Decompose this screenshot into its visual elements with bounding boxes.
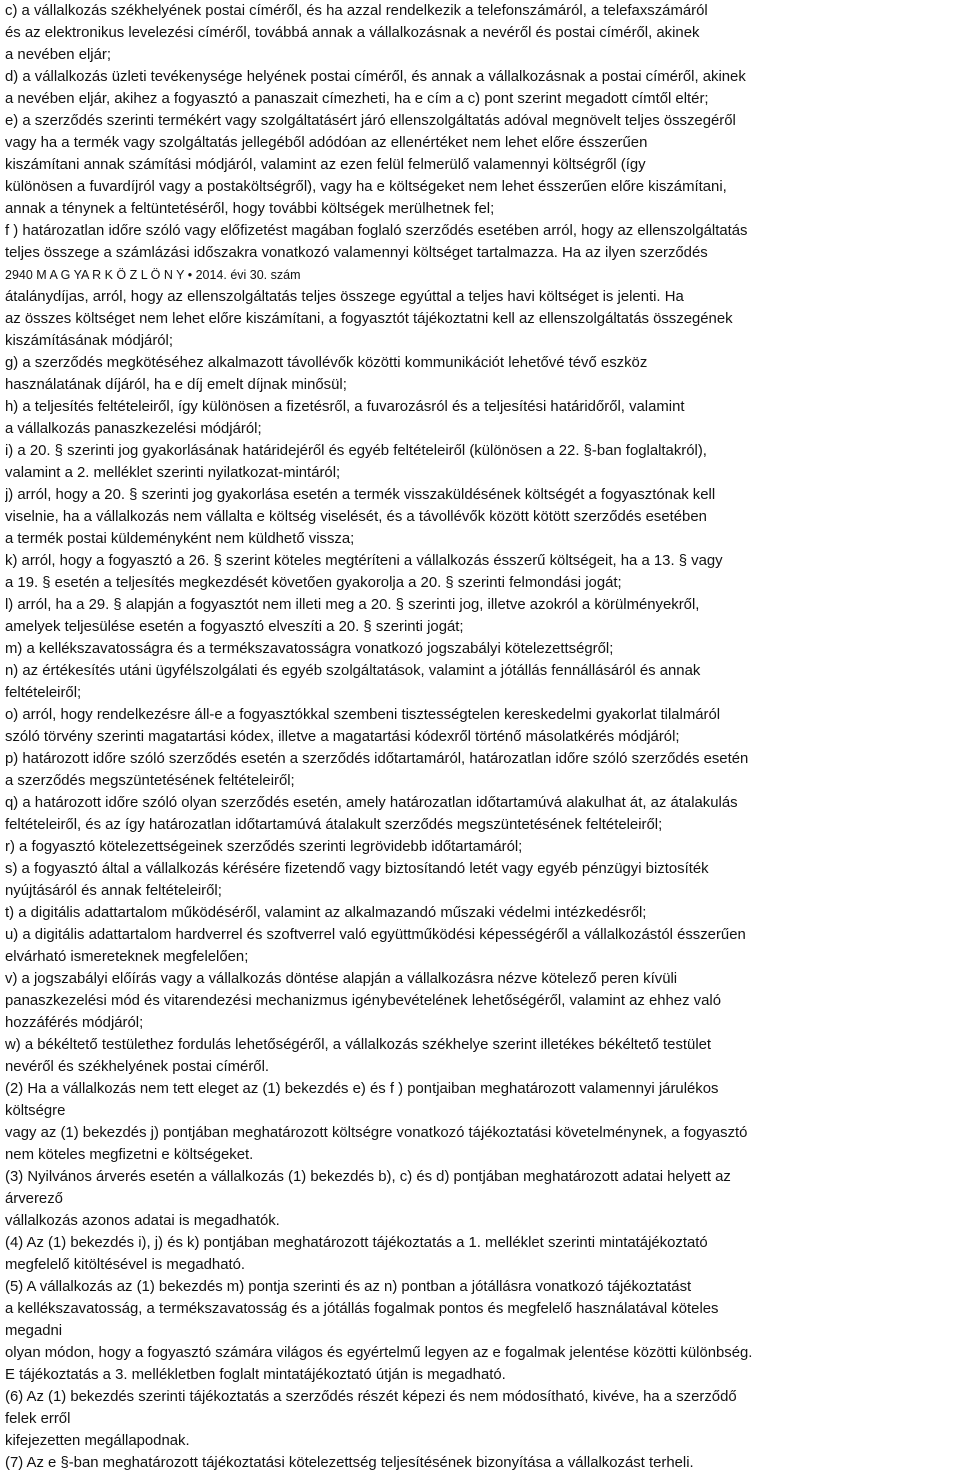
text-line: kiszámítani annak számítási módjáról, valamint az ezen felül felmerülő valamennyi költségről (így (5, 157, 646, 173)
text-line: v) a jogszabályi előírás vagy a vállalkozás döntése alapján a vállalkozásra nézve kötelező peren kívüli (5, 971, 678, 987)
text-line: megadni (5, 1323, 63, 1339)
text-line: u) a digitális adattartalom hardverrel és szoftverrel való együttműködési képességéről a vállalkozástól ésszerűen (5, 927, 746, 943)
text-line: q) a határozott időre szóló olyan szerződés esetén, amely határozatlan időtartamúvá alakulhat át, az átalakulás (5, 795, 738, 811)
text-line: feltételeiről, és az így határozatlan időtartamúvá átalakult szerződés megszüntetésének feltételeiről; (5, 817, 663, 833)
text-line: (6) Az (1) bekezdés szerinti tájékoztatás a szerződés részét képezi és nem módosítható, kivéve, ha a szerződő (5, 1389, 737, 1405)
text-line: s) a fogyasztó által a vállalkozás kérésére fizetendő vagy biztosítandó letét vagy egyéb pénzügyi biztosíték (5, 861, 709, 877)
page-header: 2940 M A G YA R K Ö Z L Ö N Y • 2014. évi 30. szám (5, 268, 301, 282)
text-line: használatának díjáról, ha e díj emelt díjnak minősül; (5, 377, 347, 393)
text-line: a vállalkozás panaszkezelési módjáról; (5, 421, 262, 437)
text-line: nem köteles megfizetni e költségeket. (5, 1147, 254, 1163)
text-line: c) a vállalkozás székhelyének postai címéről, és ha azzal rendelkezik a telefonszámáról, a telefaxszámáról (5, 3, 708, 19)
text-line: teljes összege a számlázási időszakra vonatkozó valamennyi költséget tartalmazza. Ha az ilyen szerződés (5, 245, 708, 261)
text-line: r) a fogyasztó kötelezettségeinek szerződés szerinti legrövidebb időtartamáról; (5, 839, 523, 855)
text-line: o) arról, hogy rendelkezésre áll-e a fogyasztókkal szembeni tisztességtelen kereskedelmi gyakorlat tilalmáról (5, 707, 721, 723)
text-line: átalánydíjas, arról, hogy az ellenszolgáltatás teljes összege egyúttal a teljes havi költséget is jelenti. Ha (5, 289, 684, 305)
text-line: amelyek teljesülése esetén a fogyasztó elveszíti a 20. § szerinti jogát; (5, 619, 464, 635)
text-line: d) a vállalkozás üzleti tevékenysége helyének postai címéről, és annak a vállalkozásnak a postai címéről, akinek (5, 69, 746, 85)
text-line: vállalkozás azonos adatai is megadhatók. (5, 1213, 280, 1229)
text-line: (3) Nyilvános árverés esetén a vállalkozás (1) bekezdés b), c) és d) pontjában meghatározott adatai helyett az (5, 1169, 731, 1185)
text-line: h) a teljesítés feltételeiről, így különösen a fizetésről, a fuvarozásról és a teljesítési határidőről, valamint (5, 399, 685, 415)
text-line: és az elektronikus levelezési címéről, továbbá annak a vállalkozásnak a nevéről és postai címéről, akinek (5, 25, 700, 41)
text-line: f ) határozatlan időre szóló vagy előfizetést magában foglaló szerződés esetében arról, hogy az ellenszolgáltatás (5, 223, 748, 239)
text-line: viselnie, ha a vállalkozás nem vállalta e költség viselését, és a távollévők között kötött szerződés esetében (5, 509, 707, 525)
text-line: különösen a fuvardíjról vagy a postaköltségről), vagy ha e költségeket nem lehet ésszerűen előre kiszámítani, (5, 179, 727, 195)
text-line: (7) Az e §-ban meghatározott tájékoztatási kötelezettség teljesítésének bizonyítása a vállalkozást terheli. (5, 1455, 694, 1471)
text-line: p) határozott időre szóló szerződés esetén a szerződés időtartamáról, határozatlan időre szóló szerződés esetén (5, 751, 749, 767)
text-line: nyújtásáról és annak feltételeiről; (5, 883, 222, 899)
text-line: k) arról, hogy a fogyasztó a 26. § szerint köteles megtéríteni a vállalkozás ésszerű költségeit, ha a 13. § vagy (5, 553, 723, 569)
text-line: a nevében eljár; (5, 47, 111, 63)
text-line: feltételeiről; (5, 685, 82, 701)
text-line: elvárható ismereteknek megfelelően; (5, 949, 249, 965)
text-line: költségre (5, 1103, 66, 1119)
text-line: (4) Az (1) bekezdés i), j) és k) pontjában meghatározott tájékoztatás a 1. melléklet szerinti mintatájékoztató (5, 1235, 708, 1251)
text-line: a termék postai küldeményként nem küldhető vissza; (5, 531, 355, 547)
text-line: panaszkezelési mód és vitarendezési mechanizmus igénybevételének lehetőségéről, valamint az ehhez való (5, 993, 721, 1009)
text-line: kifejezetten megállapodnak. (5, 1433, 190, 1449)
text-line: l) arról, ha a 29. § alapján a fogyasztót nem illeti meg a 20. § szerinti jog, illetve azokról a körülményekről, (5, 597, 700, 613)
text-line: (5) A vállalkozás az (1) bekezdés m) pontja szerinti és az n) pontban a jótállásra vonatkozó tájékoztatást (5, 1279, 692, 1295)
text-line: (2) Ha a vállalkozás nem tett eleget az (1) bekezdés e) és f ) pontjaiban meghatározott valamennyi járulékos (5, 1081, 719, 1097)
text-line: t) a digitális adattartalom működéséről, valamint az alkalmazandó műszaki védelmi intézkedésről; (5, 905, 647, 921)
text-line: hozzáférés módjáról; (5, 1015, 144, 1031)
text-line: n) az értékesítés utáni ügyfélszolgálati és egyéb szolgáltatások, valamint a jótállás fennállásáról és annak (5, 663, 701, 679)
text-line: m) a kellékszavatosságra és a termékszavatosságra vonatkozó jogszabályi kötelezettségről; (5, 641, 614, 657)
text-line: az összes költséget nem lehet előre kiszámítani, a fogyasztót tájékoztatni kell az ellenszolgáltatás összegének (5, 311, 733, 327)
text-line: a szerződés megszüntetésének feltételeiről; (5, 773, 295, 789)
text-line: felek erről (5, 1411, 71, 1427)
text-line: j) arról, hogy a 20. § szerinti jog gyakorlása esetén a termék visszaküldésének költségét a fogyasztónak kell (5, 487, 716, 503)
text-line: a nevében eljár, akihez a fogyasztó a panaszait címezheti, ha e cím a c) pont szerint megadott címtől eltér; (5, 91, 709, 107)
text-line: vagy az (1) bekezdés j) pontjában meghatározott költségre vonatkozó tájékoztatási követelménynek, a fogyasztó (5, 1125, 748, 1141)
text-line: g) a szerződés megkötéséhez alkalmazott távollévők közötti kommunikációt lehetővé tévő eszköz (5, 355, 648, 371)
text-line: kiszámításának módjáról; (5, 333, 173, 349)
text-line: megfelelő kitöltésével is megadható. (5, 1257, 246, 1273)
text-line: a 19. § esetén a teljesítés megkezdését követően gyakorolja a 20. § szerinti felmondási jogát; (5, 575, 622, 591)
text-line: valamint a 2. melléklet szerinti nyilatkozat-mintáról; (5, 465, 341, 481)
text-line: annak a ténynek a feltüntetéséről, hogy további költségek merülhetnek fel; (5, 201, 495, 217)
text-line: e) a szerződés szerinti termékért vagy szolgáltatásért járó ellenszolgáltatás adóval megnövelt teljes összegéről (5, 113, 736, 129)
text-line: szóló törvény szerinti magatartási kódex, illetve a magatartási kódexről történő másolatkérés módjáról; (5, 729, 680, 745)
text-line: a kellékszavatosság, a termékszavatosság és a jótállás fogalmak pontos és megfelelő használatával köteles (5, 1301, 719, 1317)
text-line: E tájékoztatás a 3. mellékletben foglalt mintatájékoztató útján is megadható. (5, 1367, 506, 1383)
text-line: olyan módon, hogy a fogyasztó számára világos és egyértelmű legyen az e fogalmak jelentése közötti különbség. (5, 1345, 753, 1361)
text-line: vagy ha a termék vagy szolgáltatás jellegéből adódóan az ellenértéket nem lehet előre ésszerűen (5, 135, 648, 151)
text-line: árverező (5, 1191, 63, 1207)
document-page (5, 0, 957, 1474)
text-line: nevéről és székhelyének postai címéről. (5, 1059, 270, 1075)
text-line: w) a békéltető testülethez fordulás lehetőségéről, a vállalkozás székhelye szerint illetékes békéltető testület (5, 1037, 712, 1053)
text-line: i) a 20. § szerinti jog gyakorlásának határidejéről és egyéb feltételeiről (különösen a 22. §-ban foglaltakról), (5, 443, 707, 459)
